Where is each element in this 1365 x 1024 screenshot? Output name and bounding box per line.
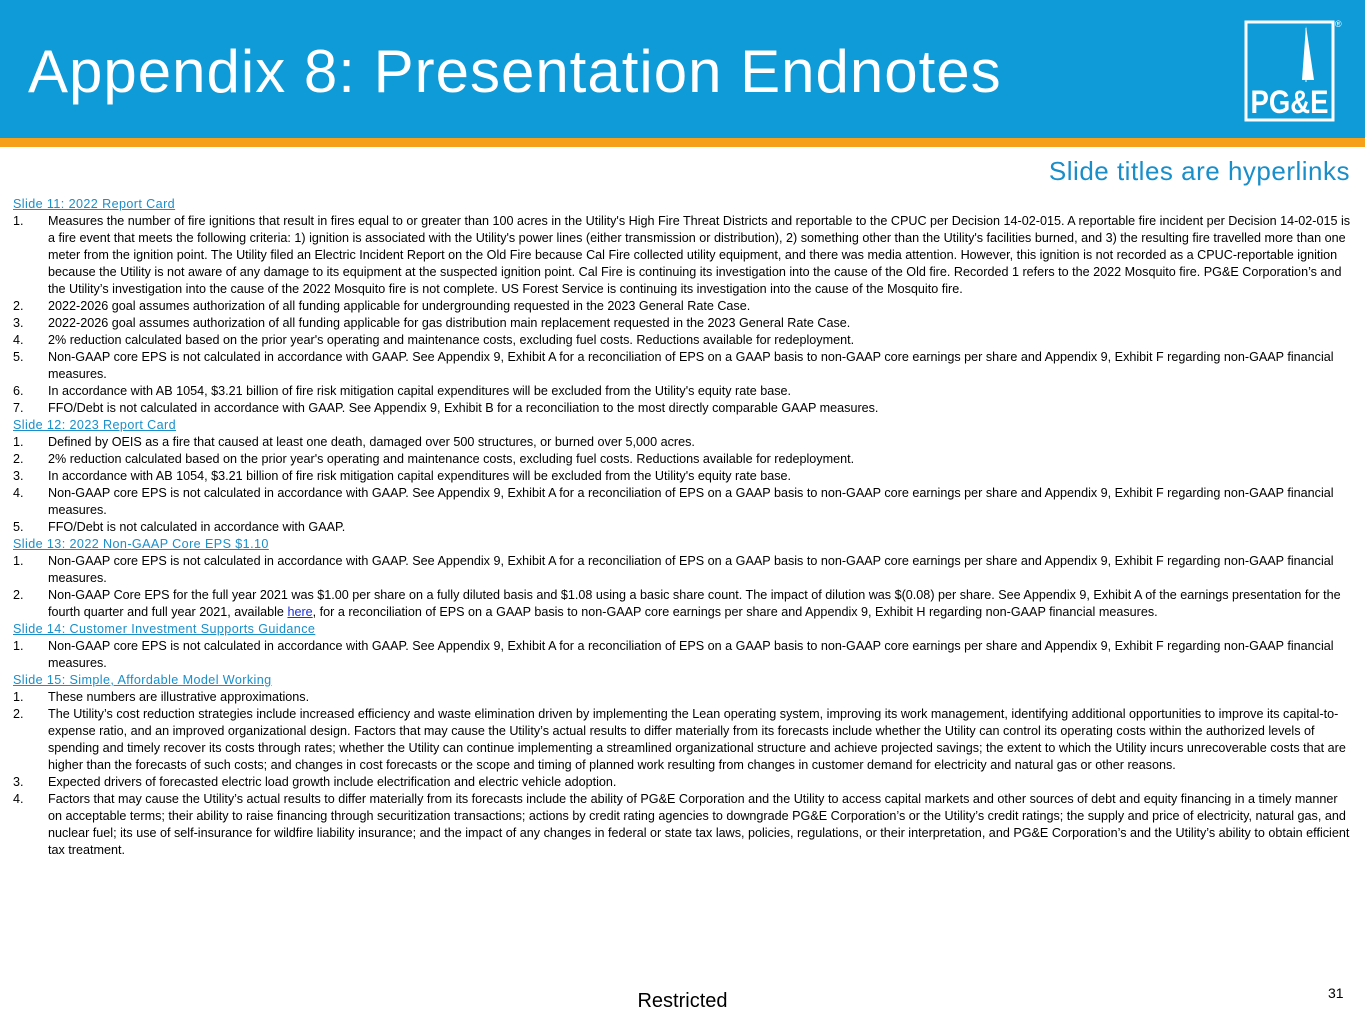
item-text: Non-GAAP core EPS is not calculated in accordance with GAAP. See Appendix 9, Exhibit A for a reconciliation of EPS on a GAAP basis to non-GAAP core earnings per share and Appendix 9, Exhibit F regarding non-GAAP financial measures. [48,486,1334,517]
item-text: Non-GAAP core EPS is not calculated in accordance with GAAP. See Appendix 9, Exhibit A for a reconciliation of EPS on a GAAP basis to non-GAAP core earnings per share and Appendix 9, Exhibit F regarding non-GAAP financial measures. [48,554,1334,585]
list-item [13,383,1353,400]
item-text: Non-GAAP core EPS is not calculated in accordance with GAAP. See Appendix 9, Exhibit A for a reconciliation of EPS on a GAAP basis to non-GAAP core earnings per share and Appendix 9, Exhibit F regarding non-GAAP financial measures. [48,639,1334,670]
item-text: Non-GAAP core EPS is not calculated in accordance with GAAP. See Appendix 9, Exhibit A for a reconciliation of EPS on a GAAP basis to non-GAAP core earnings per share and Appendix 9, Exhibit F regarding non-GAAP financial measures. [48,350,1334,381]
list-item [13,468,1353,485]
pge-logo-icon [1244,20,1335,122]
item-text: 2% reduction calculated based on the prior year's operating and maintenance costs, excluding fuel costs. Reductions available for redeployment. [48,452,855,466]
item-number: 3. [13,469,24,483]
classification-label: Restricted [637,990,728,1012]
item-text: The Utility’s cost reduction strategies include increased efficiency and waste elimination driven by implementing the Lean operating system, improving its work management, identifying additional opportunities to improve its capital-to-expense ratio, and an improved organizational design. Factors that may cause the Utility’s actual results to differ materially from its forecasts include whether the Utility can control its operating costs within the authorized levels of spending and timely recover its costs through rates; whether the Utility can continue implementing a streamlined organizational structure and achieve projected savings; the extent to which the Utility incurs unrecoverable costs that are higher than the forecasts of such costs; and changes in cost forecasts or the scope and timing of planned work resulting from changes in customer demand for electricity and natural gas or other reasons. [48,707,1346,772]
slide-link-11[interactable]: Slide 11: 2022 Report Card [13,197,176,211]
hyperlink-note: Slide titles are hyperlinks [1048,156,1350,186]
item-number: 1. [13,554,24,568]
endnote-list-slide-11 [13,213,1353,417]
list-item [13,553,1353,587]
list-item [13,349,1353,383]
item-number: 6. [13,384,24,398]
slide-link-14[interactable]: Slide 14: Customer Investment Supports Guidance [13,622,316,636]
endnote-list-slide-12 [13,434,1353,536]
item-text: In accordance with AB 1054, $3.21 billion of fire risk mitigation capital expenditures will be excluded from the Utility's equity rate base. [48,469,792,483]
list-item [13,400,1353,417]
item-text: Expected drivers of forecasted electric load growth include electrification and electric vehicle adoption. [48,775,617,789]
page-title: Appendix 8: Presentation Endnotes [28,38,1002,105]
list-item [13,298,1353,315]
list-item [13,706,1353,774]
list-item [13,485,1353,519]
item-number: 4. [13,486,24,500]
list-item [13,332,1353,349]
list-item [13,213,1353,298]
item-number: 5. [13,520,24,534]
item-number: 3. [13,775,24,789]
item-text-before: Non-GAAP Core EPS for the full year 2021 was $1.00 per share on a fully diluted basis and $1.08 using a basic share count. The impact of dilution was $(0.08) per share. See Appendix 9, Exhibit A of the earnings presentation for the fourth quarter and full year 2021, available [48,588,1341,619]
item-number: 4. [13,792,24,806]
item-text: Measures the number of fire ignitions that result in fires equal to or greater than 100 acres in the Utility's High Fire Threat Districts and reportable to the CPUC per Decision 14-02-015. A reportable fire incident per Decision 14-02-015 is a fire event that meets the following criteria: 1) ignition is associated with the Utility's power lines (either transmission or distribution), 2) something other than the Utility's facilities burned, and 3) the resulting fire travelled more than one meter from the ignition point. The Utility filed an Electric Incident Report on the Old Fire because Cal Fire collected utility equipment, and there was media attention. However, this ignition is not recorded as a CPUC-reportable ignition because the Utility is not aware of any damage to its equipment at the suspected ignition point. Cal Fire is continuing its investigation into the cause of the Old fire. Recorded 1 refers to the 2022 Mosquito fire. PG&E Corporation’s and the Utility’s investigation into the cause of the 2022 Mosquito fire is not complete. US Forest Service is continuing its investigation into the cause of the Mosquito fire. [48,214,1351,296]
list-item [13,434,1353,451]
item-text: Factors that may cause the Utility’s actual results to differ materially from its forecasts include the ability of PG&E Corporation and the Utility to access capital markets and other sources of debt and equity financing in a timely manner on acceptable terms; their ability to raise financing through securitization transactions; actions by credit rating agencies to downgrade PG&E Corporation’s or the Utility’s credit ratings; the supply and price of electricity, natural gas, and nuclear fuel; its use of self-insurance for wildfire liability insurance; and the impact of any changes in federal or state tax laws, policies, regulations, or their interpretation, and PG&E Corporation’s and the Utility’s ability to obtain efficient tax treatment. [48,792,1350,857]
registered-mark: ® [1335,19,1342,29]
slide-link-15[interactable]: Slide 15: Simple, Affordable Model Working [13,673,272,687]
item-text: 2022-2026 goal assumes authorization of all funding applicable for undergrounding requested in the 2023 General Rate Case. [48,299,751,313]
list-item [13,315,1353,332]
item-text: FFO/Debt is not calculated in accordance with GAAP. See Appendix 9, Exhibit B for a reconciliation to the most directly comparable GAAP measures. [48,401,879,415]
list-item [13,519,1353,536]
item-number: 1. [13,639,24,653]
list-item [13,451,1353,468]
endnote-list-slide-14 [13,638,1353,672]
item-text: In accordance with AB 1054, $3.21 billion of fire risk mitigation capital expenditures will be excluded from the Utility's equity rate base. [48,384,792,398]
item-number: 1. [13,214,24,228]
item-number: 2. [13,299,24,313]
item-number: 2. [13,588,24,602]
slide-link-12[interactable]: Slide 12: 2023 Report Card [13,418,177,432]
item-text: 2% reduction calculated based on the prior year's operating and maintenance costs, excluding fuel costs. Reductions available for redeployment. [48,333,855,347]
endnotes-content [13,196,1353,859]
page-number: 31 [1328,985,1344,1001]
item-number: 4. [13,333,24,347]
item-number: 5. [13,350,24,364]
list-item [13,774,1353,791]
header-accent-stripe [0,138,1365,147]
item-text: FFO/Debt is not calculated in accordance with GAAP. [48,520,346,534]
item-text-after: , for a reconciliation of EPS on a GAAP basis to non-GAAP core earnings per share and Appendix 9, Exhibit H regarding non-GAAP financial measures. [312,605,1158,619]
item-number: 2. [13,707,24,721]
list-item [13,791,1353,859]
endnote-list-slide-13 [13,553,1353,621]
item-text: These numbers are illustrative approximations. [48,690,310,704]
list-item [13,638,1353,672]
item-text: 2022-2026 goal assumes authorization of all funding applicable for gas distribution main replacement requested in the 2023 General Rate Case. [48,316,851,330]
item-number: 1. [13,690,24,704]
list-item [13,689,1353,706]
item-text: Defined by OEIS as a fire that caused at least one death, damaged over 500 structures, or burned over 5,000 acres. [48,435,695,449]
item-number: 3. [13,316,24,330]
here-link[interactable]: here [287,605,313,619]
item-number: 2. [13,452,24,466]
slide-link-13[interactable]: Slide 13: 2022 Non-GAAP Core EPS $1.10 [13,537,269,551]
item-number: 7. [13,401,24,415]
endnote-list-slide-15 [13,689,1353,859]
item-number: 1. [13,435,24,449]
logo-text: PG&E [1250,84,1329,120]
list-item [13,587,1353,621]
